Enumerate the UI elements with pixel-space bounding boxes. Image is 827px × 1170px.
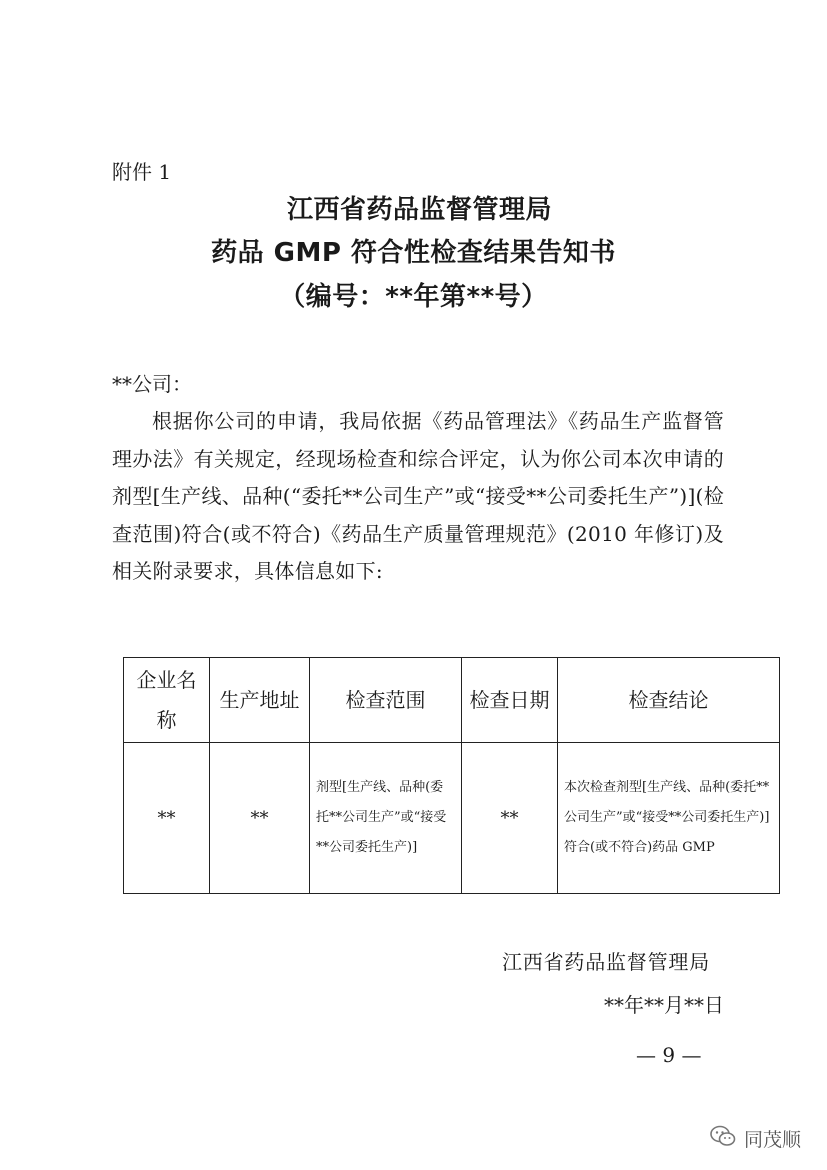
header-inspection-conclusion: 检查结论 (558, 658, 780, 743)
cell-production-address: ** (210, 743, 310, 894)
cell-inspection-date: ** (462, 743, 558, 894)
body-paragraph: 根据你公司的申请，我局依据《药品管理法》《药品生产监督管理办法》有关规定，经现场检查和综合评定，认为你公司本次申请的剂型[生产线、品种(“委托**公司生产”或“接受**公司委托生产”)](检查范围)符合(或不符合)《药品生产质量管理规范》(2010 年修订)及相关附录要求，具体信息如下: (112, 409, 724, 583)
cell-inspection-conclusion: 本次检查剂型[生产线、品种(委托**公司生产”或“接受**公司委托生产)]符合(或不符合)药品 GMP (558, 743, 780, 894)
cell-company-name: ** (124, 743, 210, 894)
attachment-label: 附件 1 (112, 160, 172, 184)
wechat-icon (710, 1125, 736, 1152)
issue-date: **年**月**日 (604, 993, 724, 1017)
header-inspection-date: 检查日期 (462, 658, 558, 743)
header-production-address: 生产地址 (210, 658, 310, 743)
watermark-text: 同茂顺 (743, 1129, 801, 1151)
recipient: **公司： (112, 372, 192, 396)
signing-authority: 江西省药品监督管理局 (502, 950, 710, 974)
inspection-result-table (123, 657, 780, 894)
document-title-issuer: 江西省药品监督管理局 (286, 195, 552, 225)
document-number: （编号：**年第**号） (279, 282, 548, 312)
header-inspection-scope: 检查范围 (310, 658, 462, 743)
watermark (710, 1125, 801, 1152)
table-row (124, 743, 780, 894)
cell-inspection-scope: 剂型[生产线、品种(委托**公司生产”或“接受**公司委托生产)] (310, 743, 462, 894)
header-company-name: 企业名称 (124, 658, 210, 743)
page-number: — 9 — (636, 1043, 702, 1067)
table-header-row (124, 658, 780, 743)
document-title-main: 药品 GMP 符合性检查结果告知书 (211, 238, 616, 268)
